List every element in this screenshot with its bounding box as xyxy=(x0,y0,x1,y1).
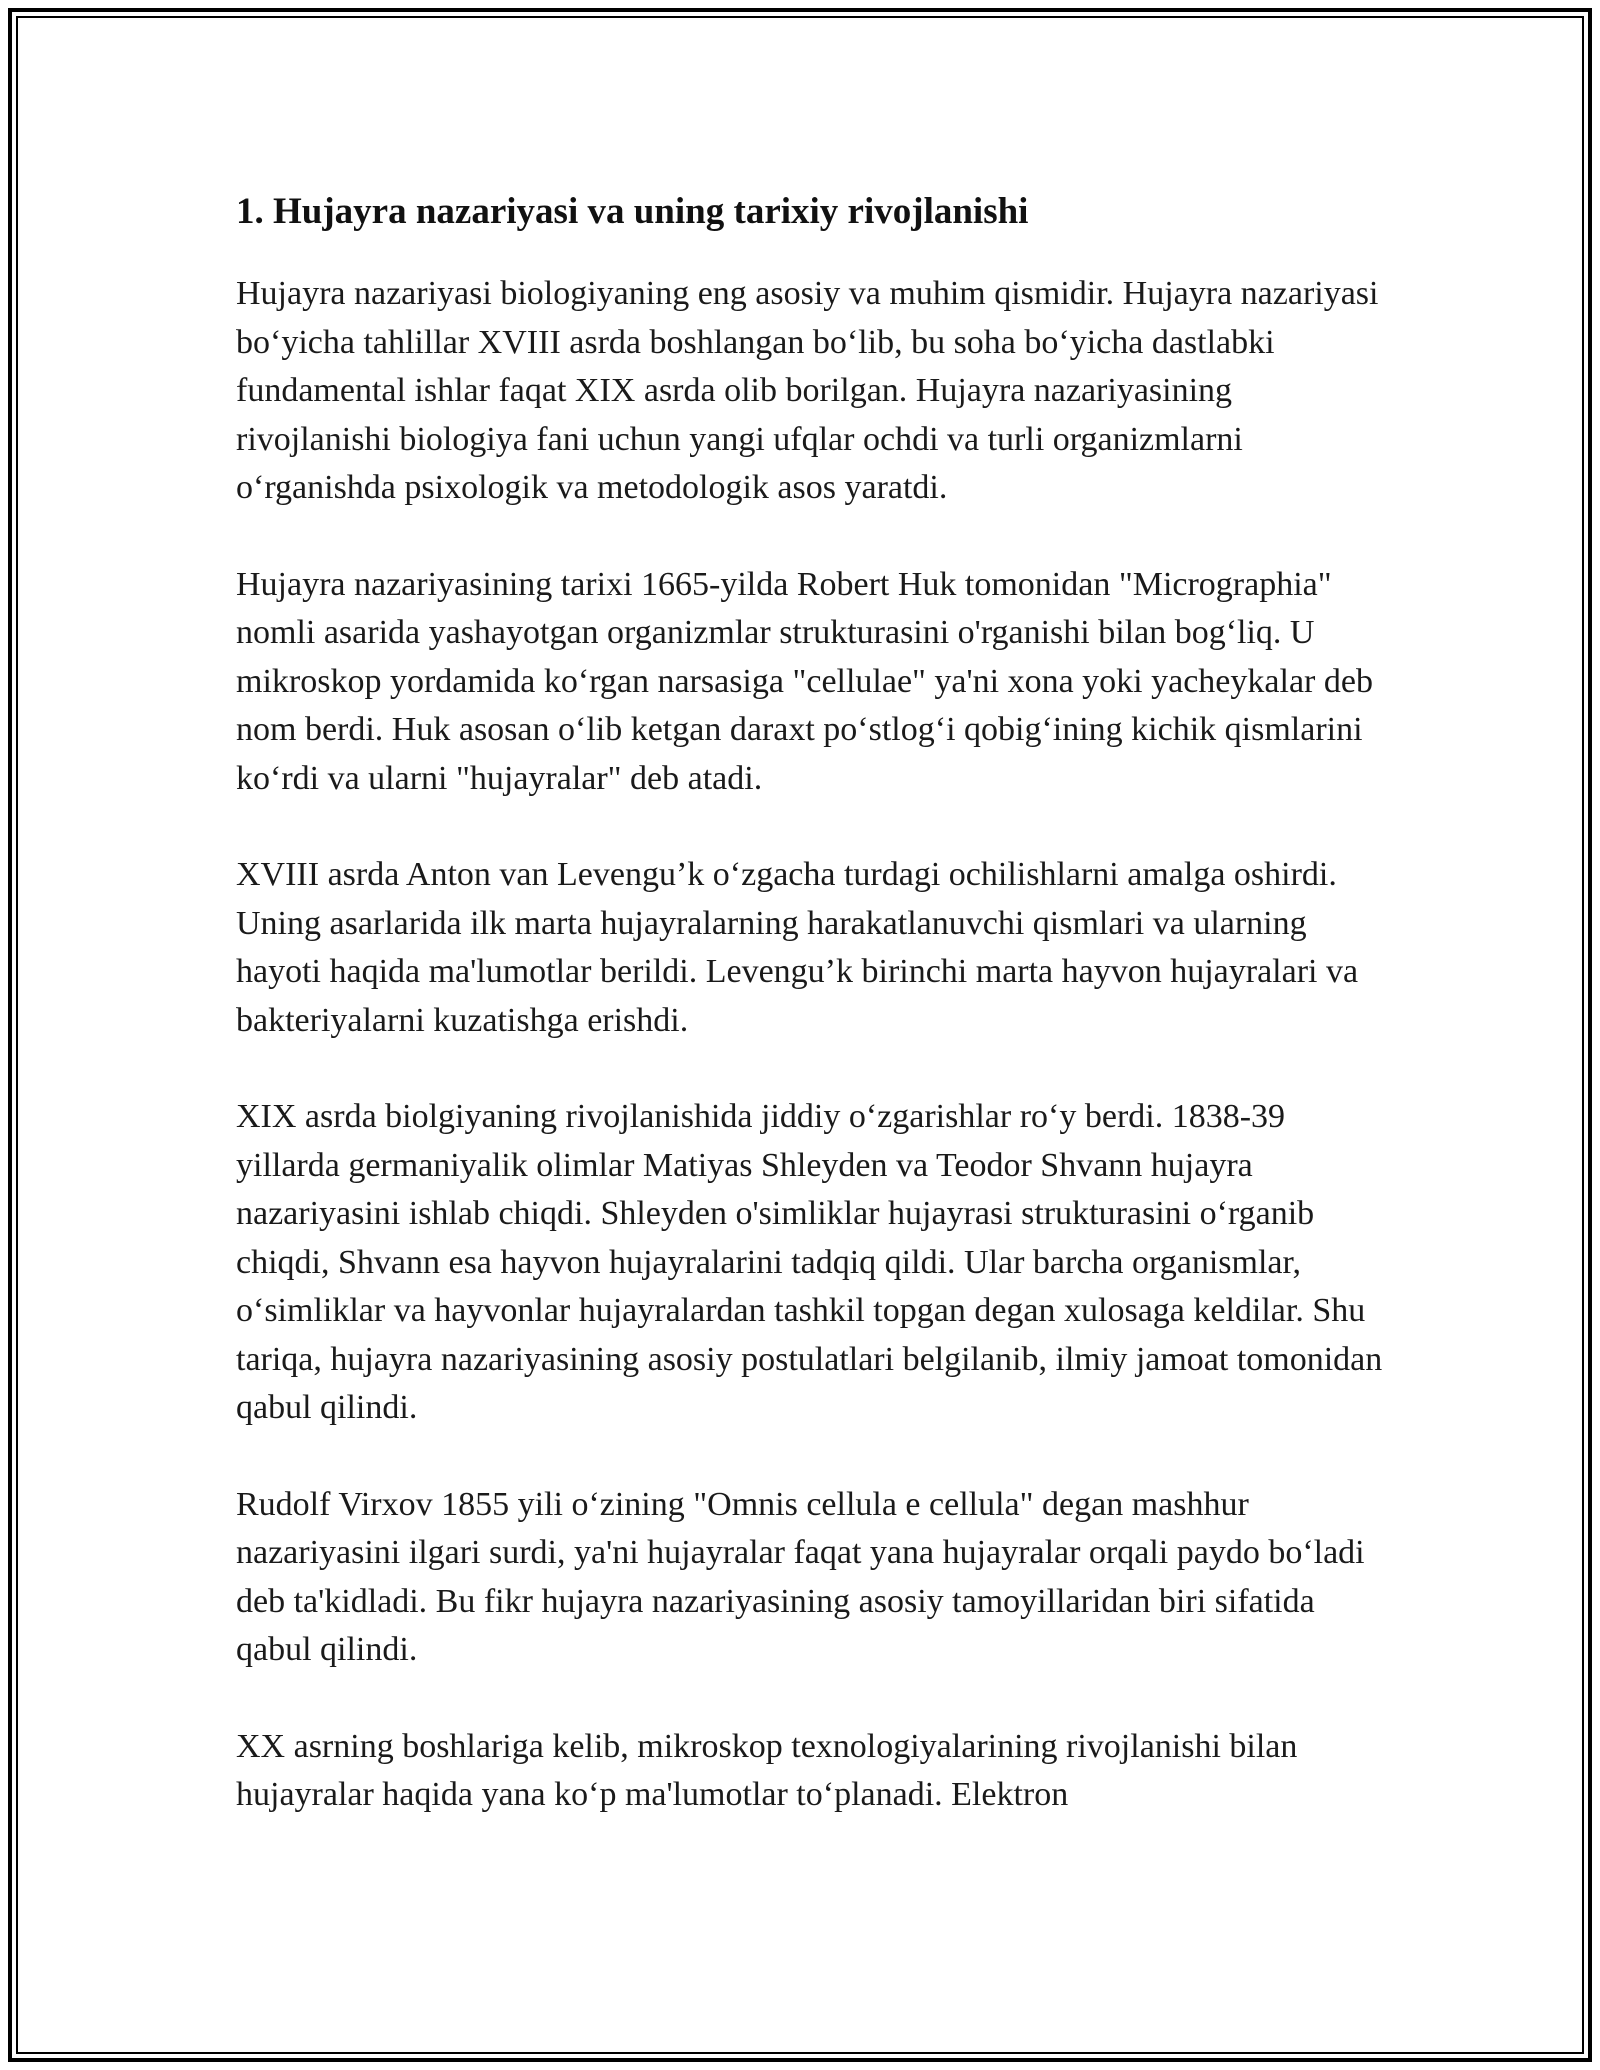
section-heading: 1. Hujayra nazariyasi va uning tarixiy rivojlanishi xyxy=(236,191,1029,232)
paragraph-levenguk: XVIII asrda Anton van Levengu’k o‘zgacha turdagi ochilishlarni amalga oshirdi. Uning asarlarida ilk marta hujayralarning harakatlanuvchi qismlari va ularning hayoti haqida ma'lumotlar berildi. Levengu’k birinchi marta hayvon hujayralari va bakteriyalarni kuzatishga erishdi. xyxy=(236,856,1359,1039)
paragraph-shleyden-shvann: XIX asrda biolgiyaning rivojlanishida jiddiy o‘zgarishlar ro‘y berdi. 1838-39 yillarda germaniyalik olimlar Matiyas Shleyden va Teodor Shvann hujayra nazariyasini ishlab chiqdi. Shleyden o'simliklar hujayrasi strukturasini o‘rganib chiqdi, Shvann esa hayvon hujayralarini tadqiq qildi. Ular barcha organismlar, o‘simliklar va hayvonlar hujayralardan tashkil topgan degan xulosaga keldilar. Shu tariqa, hujayra nazariyasining asosiy postulatlari belgilanib, ilmiy jamoat tomonidan qabul qilindi. xyxy=(236,1098,1383,1426)
document-body xyxy=(236,188,1386,1868)
paragraph-xx-century: XX asrning boshlariga kelib, mikroskop texnologiyalarining rivojlanishi bilan hujayralar haqida yana ko‘p ma'lumotlar to‘planadi. Elektron xyxy=(236,1727,1298,1813)
paragraph-robert-huk: Hujayra nazariyasining tarixi 1665-yilda Robert Huk tomonidan "Micrographia" nomli asarida yashayotgan organizmlar strukturasini o'rganishi bilan bog‘liq. U mikroskop yordamida ko‘rgan narsasiga "cellulae" ya'ni xona yoki yacheykalar deb nom berdi. Huk asosan o‘lib ketgan daraxt po‘stlog‘i qobig‘ining kichik qismlarini ko‘rdi va ularni "hujayralar" deb atadi. xyxy=(236,565,1373,797)
paragraph-intro: Hujayra nazariyasi biologiyaning eng asosiy va muhim qismidir. Hujayra nazariyasi bo‘yicha tahlillar XVIII asrda boshlangan bo‘lib, bu soha bo‘yicha dastlabki fundamental ishlar faqat XIX asrda olib borilgan. Hujayra nazariyasining rivojlanishi biologiya fani uchun yangi ufqlar ochdi va turli organizmlarni o‘rganishda psixologik va metodologik asos yaratdi. xyxy=(236,275,1379,506)
paragraph-virxov: Rudolf Virxov 1855 yili o‘zining "Omnis cellula e cellula" degan mashhur nazariyasini ilgari surdi, ya'ni hujayralar faqat yana hujayralar orqali paydo bo‘ladi deb ta'kidladi. Bu fikr hujayra nazariyasining asosiy tamoyillaridan biri sifatida qabul qilindi. xyxy=(236,1485,1365,1668)
